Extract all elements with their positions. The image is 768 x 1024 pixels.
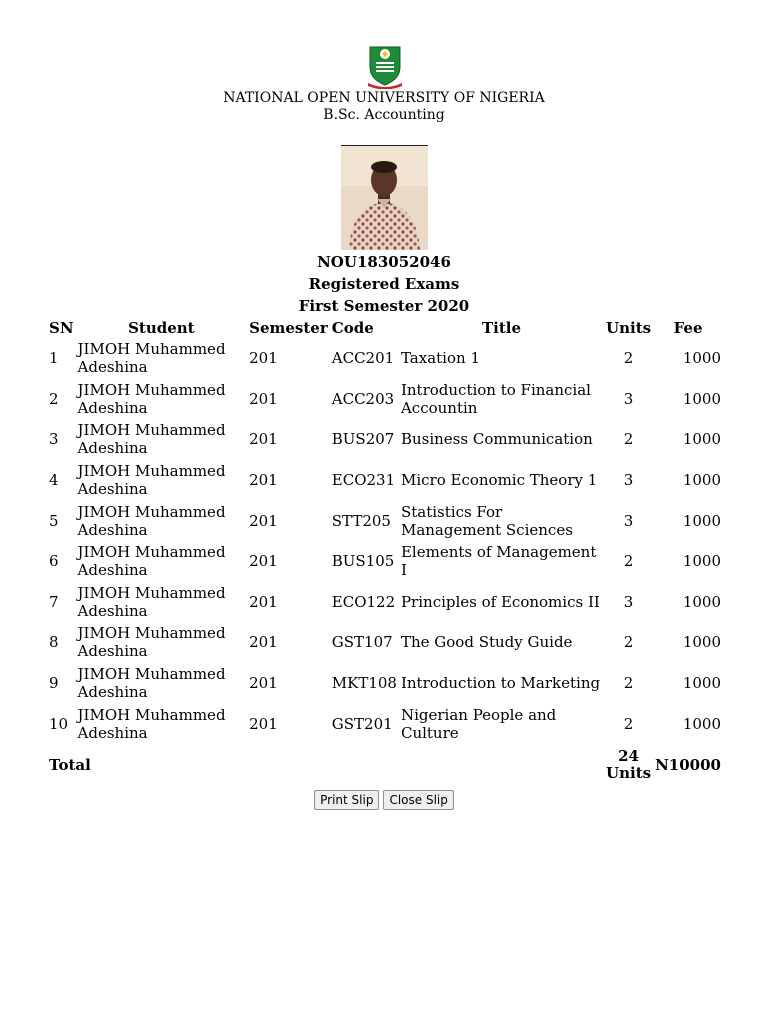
row-sn: 3 xyxy=(49,430,59,449)
row-semester: 201 xyxy=(249,430,278,449)
row-sn: 6 xyxy=(49,552,59,571)
row-fee: 1000 xyxy=(682,430,721,449)
registered-courses-table xyxy=(46,318,724,786)
row-fee: 1000 xyxy=(682,633,721,652)
row-semester: 201 xyxy=(249,552,278,571)
row-fee: 1000 xyxy=(682,674,721,693)
total-fee: N10000 xyxy=(655,755,721,774)
row-student: JIMOH Muhammed Adeshina xyxy=(77,421,226,458)
row-title: Statistics For Management Sciences xyxy=(400,502,573,539)
slip-actions xyxy=(0,790,768,810)
row-semester: 201 xyxy=(249,674,278,693)
row-units: 2 xyxy=(623,430,634,449)
row-title: Introduction to Marketing xyxy=(400,674,601,693)
row-title: Nigerian People and Culture xyxy=(400,705,557,742)
table-row xyxy=(48,419,722,460)
total-empty-semester xyxy=(248,744,329,786)
row-units: 3 xyxy=(623,471,634,490)
row-code: MKT108 xyxy=(331,674,397,693)
row-semester: 201 xyxy=(249,349,278,368)
row-code: ECO231 xyxy=(331,471,396,490)
row-fee: 1000 xyxy=(682,714,721,733)
row-fee: 1000 xyxy=(682,389,721,408)
row-units: 2 xyxy=(623,714,634,733)
row-student: JIMOH Muhammed Adeshina xyxy=(77,340,226,377)
row-code: BUS207 xyxy=(331,430,395,449)
column-header-semester: Semester xyxy=(249,319,328,337)
row-title: Micro Economic Theory 1 xyxy=(400,471,598,490)
row-units: 3 xyxy=(623,389,634,408)
row-semester: 201 xyxy=(249,592,278,611)
table-row xyxy=(48,582,722,623)
total-empty-title xyxy=(400,744,603,786)
row-semester: 201 xyxy=(249,389,278,408)
row-title: Elements of Management I xyxy=(400,543,597,580)
row-semester: 201 xyxy=(249,511,278,530)
column-header-fee: Fee xyxy=(673,319,703,337)
row-units: 2 xyxy=(623,674,634,693)
row-code: ECO122 xyxy=(331,592,396,611)
table-row xyxy=(48,663,722,704)
total-units: 24 Units xyxy=(606,746,652,782)
row-student: JIMOH Muhammed Adeshina xyxy=(77,462,226,499)
total-row xyxy=(48,744,722,786)
row-code: GST201 xyxy=(331,714,393,733)
row-sn: 5 xyxy=(49,511,59,530)
row-title: The Good Study Guide xyxy=(400,633,573,652)
table-header-row xyxy=(48,318,722,338)
row-code: GST107 xyxy=(331,633,393,652)
row-sn: 9 xyxy=(49,674,59,693)
row-sn: 1 xyxy=(49,349,59,368)
row-student: JIMOH Muhammed Adeshina xyxy=(77,502,226,539)
row-semester: 201 xyxy=(249,714,278,733)
row-student: JIMOH Muhammed Adeshina xyxy=(77,543,226,580)
close-slip-button[interactable]: Close Slip xyxy=(383,790,453,810)
row-student: JIMOH Muhammed Adeshina xyxy=(77,705,226,742)
semester-title: First Semester 2020 xyxy=(298,297,470,315)
row-fee: 1000 xyxy=(682,592,721,611)
row-sn: 2 xyxy=(49,389,59,408)
table-row xyxy=(48,541,722,582)
column-header-code: Code xyxy=(331,319,374,337)
row-units: 3 xyxy=(623,511,634,530)
table-row xyxy=(48,338,722,379)
print-slip-button[interactable]: Print Slip xyxy=(314,790,379,810)
row-semester: 201 xyxy=(249,471,278,490)
row-fee: 1000 xyxy=(682,511,721,530)
row-code: ACC201 xyxy=(331,349,395,368)
row-student: JIMOH Muhammed Adeshina xyxy=(77,665,226,702)
total-label: Total xyxy=(49,755,91,774)
row-code: STT205 xyxy=(331,511,391,530)
table-row xyxy=(48,379,722,420)
total-empty-code xyxy=(331,744,398,786)
row-units: 2 xyxy=(623,633,634,652)
row-code: BUS105 xyxy=(331,552,395,571)
row-units: 3 xyxy=(623,592,634,611)
row-units: 2 xyxy=(623,552,634,571)
programme-name: B.Sc. Accounting xyxy=(323,107,445,123)
row-student: JIMOH Muhammed Adeshina xyxy=(77,583,226,620)
table-row xyxy=(48,703,722,744)
slip-title: Registered Exams xyxy=(308,275,460,293)
column-header-title: Title xyxy=(481,319,521,337)
row-student: JIMOH Muhammed Adeshina xyxy=(77,380,226,417)
row-sn: 10 xyxy=(49,714,69,733)
university-name: NATIONAL OPEN UNIVERSITY OF NIGERIA xyxy=(223,90,545,106)
university-crest-icon xyxy=(367,45,403,89)
row-title: Business Communication xyxy=(400,430,593,449)
table-row xyxy=(48,460,722,501)
row-semester: 201 xyxy=(249,633,278,652)
row-title: Taxation 1 xyxy=(400,349,480,368)
row-sn: 8 xyxy=(49,633,59,652)
table-row xyxy=(48,500,722,541)
student-photo xyxy=(341,145,428,250)
row-student: JIMOH Muhammed Adeshina xyxy=(77,624,226,661)
column-header-units: Units xyxy=(606,319,652,337)
row-units: 2 xyxy=(623,349,634,368)
row-sn: 4 xyxy=(49,471,59,490)
column-header-sn: SN xyxy=(49,319,74,337)
row-fee: 1000 xyxy=(682,471,721,490)
row-code: ACC203 xyxy=(331,389,395,408)
row-title: Principles of Economics II xyxy=(400,592,600,611)
table-row xyxy=(48,622,722,663)
row-fee: 1000 xyxy=(682,552,721,571)
matric-number: NOU183052046 xyxy=(317,253,451,271)
column-header-student: Student xyxy=(128,319,195,337)
row-sn: 7 xyxy=(49,592,59,611)
row-fee: 1000 xyxy=(682,349,721,368)
row-title: Introduction to Financial Accountin xyxy=(400,380,591,417)
